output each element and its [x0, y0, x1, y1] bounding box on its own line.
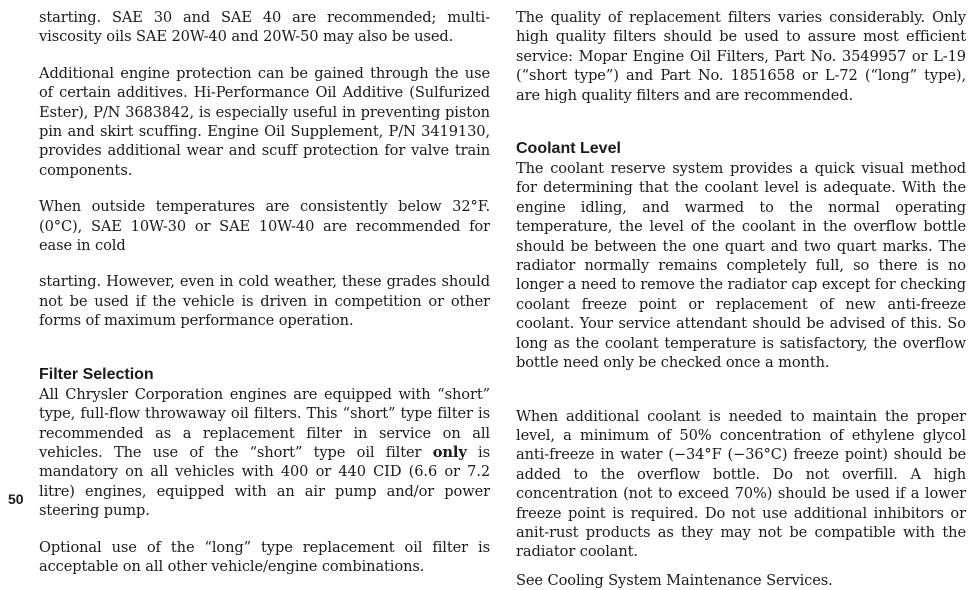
performance-paragraph: starting. However, even in cold weather, these grades should not be used if the vehicle is driven in competition or other forms of maximum performance operation. [39, 273, 490, 330]
short-filter-paragraph [39, 385, 490, 521]
left-column [39, 8, 490, 576]
coolant-reserve-paragraph: The coolant reserve system provides a quick visual method for determining that the coolant level is adequate. With the engine idling, and warmed to the normal operating temperature, the level of the coolant in the overflow bottle should be between the one quart and two quart marks. The radiator normally remains completely full, so there is no longer a need to remove the radiator cap except for checking coolant freeze point or replacement of new anti-freeze coolant. Your service attendant should be advised of this. So long as the coolant temperature is satisfactory, the overflow bottle need only be checked once a month. [516, 160, 966, 372]
filter-quality-paragraph: The quality of replacement filters varies considerably. Only high quality filters should be used to assure most efficient service: Mopar Engine Oil Filters, Part No. 3549957 or L-19 (“short type”) and Part No. 1851658 or L-72 (“long” type), are high quality filters and are recommended. [516, 9, 966, 104]
oil-viscosity-paragraph: starting. SAE 30 and SAE 40 are recommended; multi-viscosity oils SAE 20W-40 and 20W-50 may also be used. [39, 9, 490, 46]
filter-selection-heading: Filter Selection [39, 365, 154, 383]
short-filter-emphasis: only [432, 443, 467, 461]
coolant-level-heading: Coolant Level [516, 140, 621, 158]
additives-paragraph: Additional engine protection can be gained through the use of certain additives. Hi-Performance Oil Additive (Sulfurized Ester), P/N 3683842, is especially useful in preventing piston pin and skirt scuffing. Engine Oil Supplement, P/N 3419130, provides additional wear and scuff protection for valve train components. [39, 64, 490, 179]
additional-coolant-paragraph: When additional coolant is needed to maintain the proper level, a minimum of 50% concentration of ethylene glycol anti-freeze in water (−34°F (−36°C) freeze point) should be added to the overflow bottle. Do not overfill. A high concentration (not to exceed 70%) should be used if a lower freeze point is required. Do not use additional inhibitors or anit-rust products as they may not be compatible with the radiator coolant. [516, 407, 966, 561]
short-filter-text-b: is mandatory on all vehicles with 400 or 440 CID (6.6 or 7.2 litre) engines, equipped with an air pump and/or power steering pump. [39, 443, 490, 520]
page-number: 50 [8, 491, 24, 507]
see-maintenance-paragraph: See Cooling System Maintenance Services. [516, 571, 833, 589]
long-filter-paragraph: Optional use of the “long” type replacement oil filter is acceptable on all other vehicle/engine combinations. [39, 538, 490, 575]
right-column [516, 8, 966, 590]
cold-temperature-paragraph: When outside temperatures are consistently below 32°F. (0°C), SAE 10W-30 or SAE 10W-40 are recommended for ease in cold [39, 198, 490, 255]
short-filter-text-a: All Chrysler Corporation engines are equipped with “short” type, full-flow throwaway oil filters. This “short” type filter is recommended as a replacement filter in service on all vehicles. The use of the “short” type oil filter [39, 385, 490, 461]
